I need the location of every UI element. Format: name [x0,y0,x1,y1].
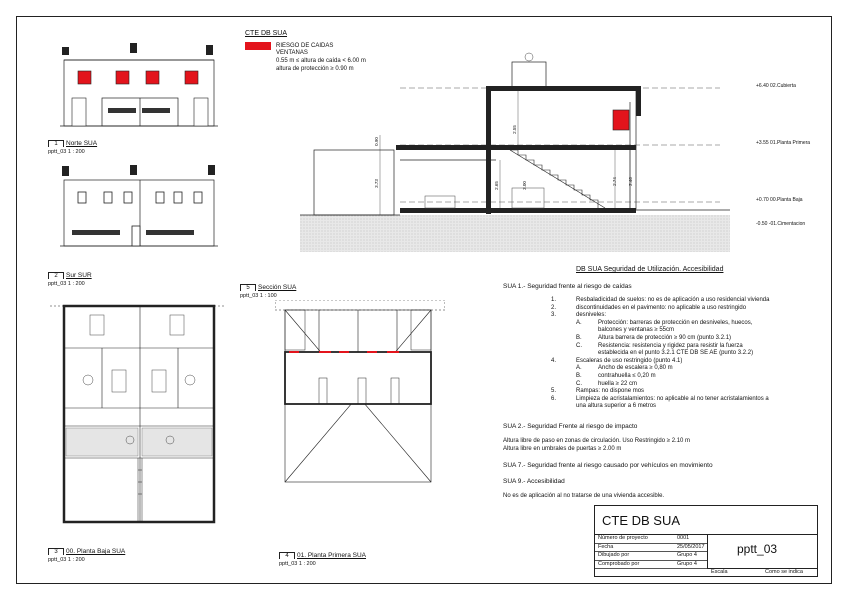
sua1-item [551,305,746,312]
dim-label: 2.55 [511,125,517,134]
tb-row-key: Dibujado por [598,552,630,558]
sua1-item-text: balcones y ventanas ≥ 55cm [598,327,675,334]
tb-escala-v: Como se indica [765,569,803,575]
sua9-heading: SUA 9.- Accesibilidad [503,478,565,485]
sua1-item [551,320,752,327]
sur-elevation [58,160,228,252]
sua1-item-text: Resbaladicidad de suelos: no es de aplicación a uso residencial vivienda [576,297,770,303]
tb-row-value: 0001 [677,535,690,541]
planta-baja-label: 3 00. Planta Baja SUA pptt_03 1 : 200 [48,548,126,563]
sua1-item-text: Resistencia: resistencia y rigidez para resistir la fuerza [598,342,743,349]
tb-code: pptt_03 [737,542,778,556]
dim-label: 2.65 [493,181,499,190]
sua1-item-number: A. [576,319,582,326]
tb-row-value: Grupo 4 [677,552,697,558]
sua1-item-text: desniveles: [576,312,607,319]
legend-ventanas: VENTANAS [276,50,308,56]
sua1-item-number: C. [576,380,582,387]
planta-primera-label: 4 01. Planta Primera SUA pptt_03 1 : 200 [279,552,367,567]
sua1-item-number: 1. [551,297,557,303]
sua1-item-number: B. [576,373,582,379]
sua1-item-text: Escaleras de uso restringido (punto 4.1) [576,357,683,364]
sua1-item-number: 2. [551,304,557,311]
sur-label: 2 Sur SUR pptt_03 1 : 200 [48,272,92,287]
sua7-heading: SUA 7.- Seguridad frente al riesgo causado por vehículos en movimiento [503,462,713,469]
sua1-item [551,373,656,380]
sua1-item-text: discontinuidades en el pavimento: no aplicable a uso restringido [576,304,747,311]
sua1-item [551,297,769,304]
sua1-item [551,312,606,319]
tb-title: CTE DB SUA [602,513,681,528]
section-drawing [300,50,752,252]
sua1-item-text: establecida en el punto 3.2.1 CTE DB SE AE (punto 3.2.2) [598,350,754,357]
dim-label: 3.00 [521,181,527,190]
norte-label: 1 Norte SUA pptt_03 1 : 200 [48,140,98,155]
legend-line1: 0.55 m ≤ altura de caída < 6.00 m [276,58,366,64]
planta-baja-plan [50,300,225,542]
sua1-item [551,388,644,395]
sua1-item [551,343,743,350]
sua1-item [551,403,656,410]
sua1-item-number: 5. [551,388,557,395]
sua1-item [551,350,753,357]
dim-label: 2.74 [611,177,617,186]
sua1-item-text: huella ≥ 22 cm [598,380,637,387]
sua1-item [551,396,769,403]
level-baja: +0.70 00.Planta Baja [756,197,803,203]
sua1-item-number: C. [576,342,582,349]
sua1-item-text: Protección: barreras de protección en desniveles, huecos, [598,319,753,326]
seccion-label: 5 Sección SUA pptt_03 1 : 100 [240,284,297,299]
sua2-heading: SUA 2.- Seguridad Frente al riesgo de impacto [503,423,638,430]
legend-swatch [245,42,271,50]
level-cubierta: +6.40 02.Cubierta [756,83,796,89]
norte-elevation [58,40,228,132]
sua2-line1: Altura libre de paso en zonas de circulación. Uso Restringido ≥ 2.10 m [503,438,691,444]
dim-label: 2.46 [627,177,633,186]
sua1-item [551,335,731,342]
sua1-item [551,358,682,365]
level-primera: +3.55 01.Planta Primera [756,140,811,146]
tb-row-key: Fecha [598,543,614,550]
sua1-item-number: A. [576,365,582,372]
level-cimentacion: -0.50 -01.Cimentacion [756,221,806,227]
sua1-item-text: Altura barrera de protección ≥ 90 cm (punto 3.2.1) [598,335,732,341]
sua2-line2: Altura libre en umbrales de puertas ≥ 2.00 m [503,446,622,452]
tb-row-value: 25/05/2017 [677,543,705,550]
planta-primera-plan [275,300,445,520]
sua1-item-number: 4. [551,357,557,364]
legend-line2: altura de protección ≥ 0.90 m [276,66,354,72]
dim-label: 3.73 [373,179,379,188]
dim-label: 0.90 [373,137,379,146]
tb-row-value: Grupo 4 [677,560,697,567]
sua1-item-number: 6. [551,395,557,402]
sua1-item-text: contrahuella ≤ 0,20 m [598,373,656,379]
sua9-line1: No es de aplicación al no tratarse de una vivienda accesible. [503,493,665,499]
sua1-item-number: B. [576,335,582,341]
sua1-item [551,381,637,388]
sua1-item-text: Ancho de escalera ≥ 0,80 m [598,365,673,372]
sua1-item [551,365,673,372]
tb-row-key: Comprobado por [598,560,640,567]
sua1-item-text: una altura superior a 6 metros [576,403,657,410]
tb-row-key: Número de proyecto [598,535,648,541]
sua1-item-number: 3. [551,312,557,319]
title-block [594,505,818,577]
tb-escala-k: Escala [711,569,728,575]
legend-title: CTE DB SUA [245,30,288,37]
legend-riesgo: RIESGO DE CAIDAS [276,43,334,49]
sua1-item [551,327,674,334]
sua1-item-text: Limpieza de acristalamientos: no aplicable al no tener acristalamientos a [576,395,769,402]
sua1-heading: SUA 1.- Seguridad frente al riesgo de caídas [503,283,632,290]
sua1-item-text: Rampas: no dispone mos [576,388,645,395]
sua-title: DB SUA Seguridad de Utilización. Accesibilidad [576,266,724,273]
